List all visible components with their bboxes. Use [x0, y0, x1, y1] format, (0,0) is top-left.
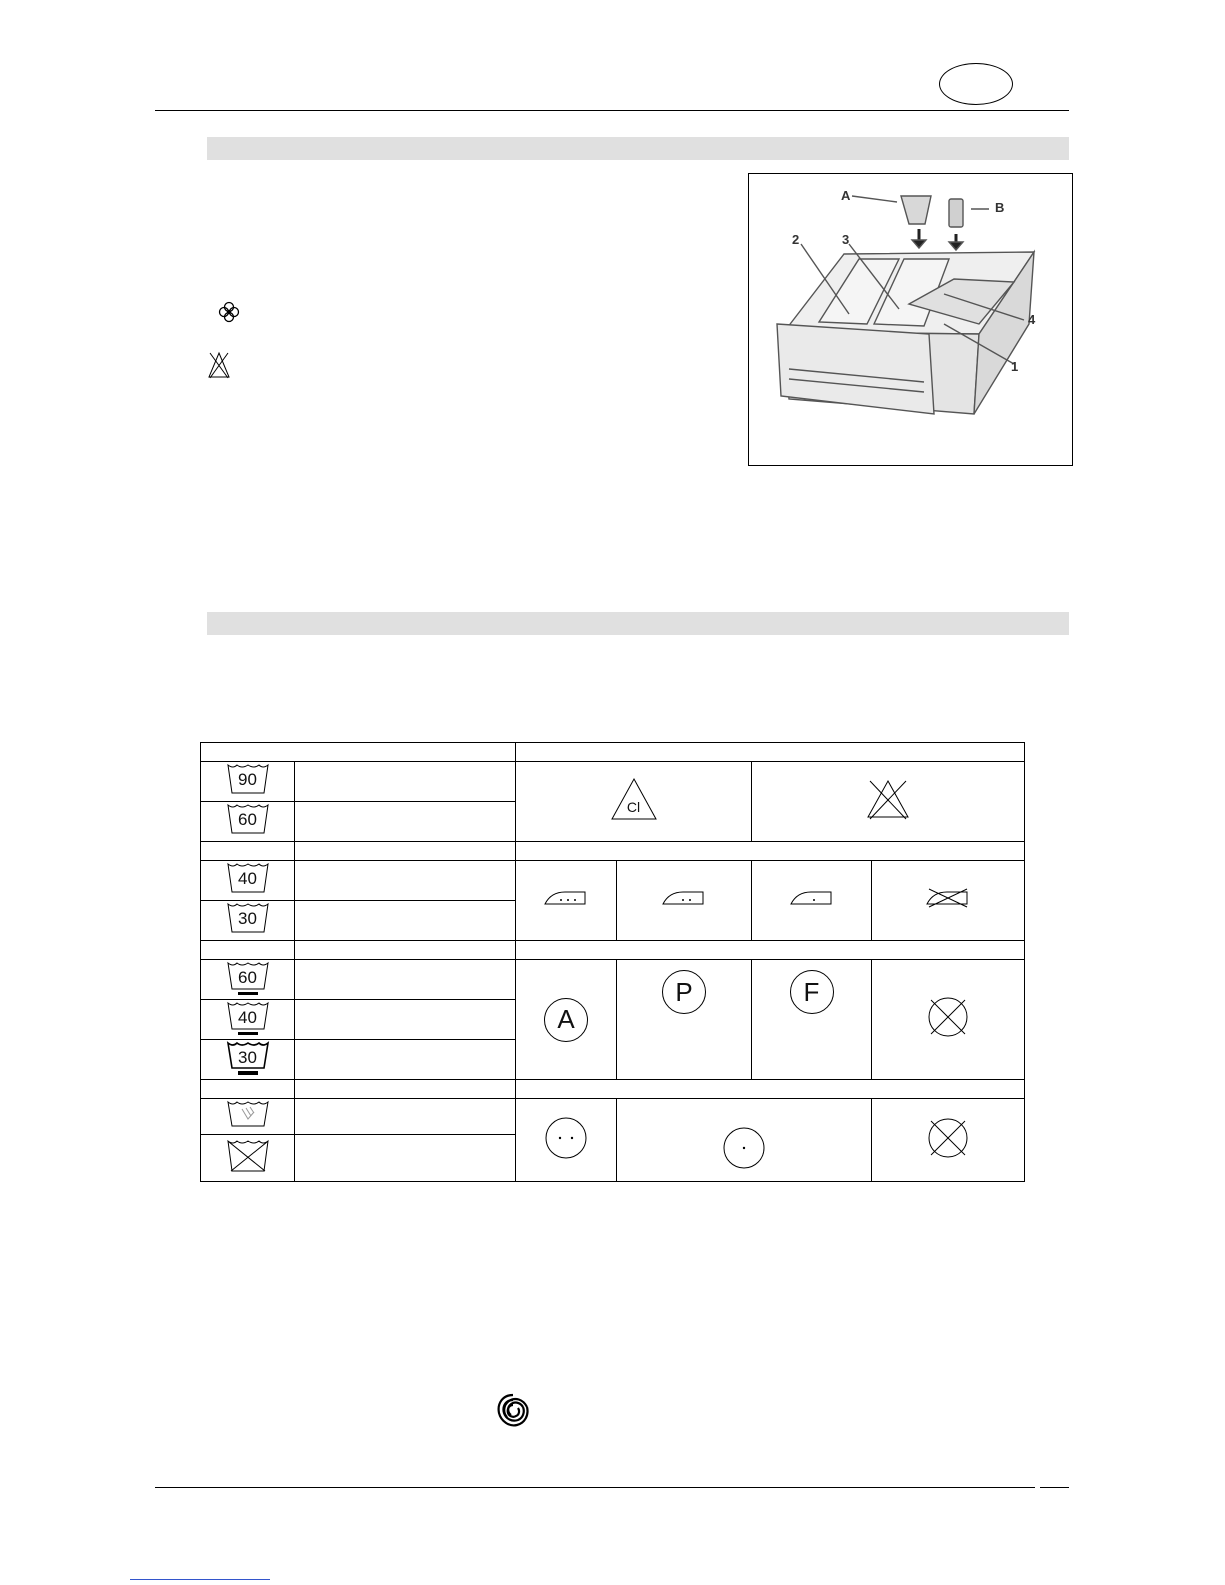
table-row	[201, 842, 1025, 861]
iron-high-icon	[543, 888, 589, 908]
empty-cell	[295, 1080, 516, 1099]
tumble-dry-cell	[617, 1099, 872, 1182]
footer-rule	[155, 1487, 1035, 1488]
bleach-chlorine-icon	[610, 777, 658, 821]
wash-desc-cell	[295, 861, 516, 901]
figure-label-b: B	[995, 200, 1005, 215]
footer-page-rule	[1040, 1487, 1069, 1488]
wash-temp-40-synthetic: 40	[238, 1008, 257, 1027]
iron-low-icon	[789, 888, 835, 908]
empty-cell	[295, 941, 516, 960]
woolmark-logo	[493, 1391, 533, 1431]
tumble-dry-cell	[872, 1099, 1025, 1182]
wash-desc-cell	[295, 1099, 516, 1135]
wash-symbol-cell	[201, 1135, 295, 1182]
wash-symbol-cell	[201, 762, 295, 802]
wash-desc-cell	[295, 802, 516, 842]
dryclean-cell	[617, 960, 752, 1080]
iron-cell	[617, 861, 752, 941]
dryclean-a-icon: A	[544, 998, 588, 1042]
wash-symbol-cell	[201, 901, 295, 941]
figure-label-4: 4	[1028, 312, 1036, 327]
wash-desc-cell	[295, 1000, 516, 1040]
table-row	[201, 1080, 1025, 1099]
dryclean-p-icon: P	[662, 970, 706, 1014]
wash-temp-60-synthetic: 60	[238, 968, 257, 987]
dryclean-header-cell	[516, 941, 1025, 960]
wash-tub-icon	[226, 802, 270, 836]
empty-cell	[201, 842, 295, 861]
iron-medium-icon	[661, 888, 707, 908]
section-bar-care-symbols	[207, 612, 1069, 635]
detergent-drawer-figure	[748, 173, 1073, 466]
wash-tub-bar-icon	[226, 960, 270, 994]
wash-desc-cell	[295, 1040, 516, 1080]
wash-tub-icon	[226, 861, 270, 895]
iron-cell	[516, 861, 617, 941]
wash-symbol-cell	[201, 960, 295, 1000]
wash-temp-60: 60	[238, 810, 257, 829]
no-tumble-dry-icon	[926, 1116, 970, 1160]
care-symbols-table	[200, 742, 1025, 1182]
ironing-header-cell	[516, 842, 1025, 861]
dryclean-cell	[752, 960, 872, 1080]
figure-label-2: 2	[792, 232, 800, 247]
language-badge	[939, 63, 1013, 105]
wash-desc-cell	[295, 960, 516, 1000]
table-row	[201, 743, 1025, 762]
no-dryclean-icon	[926, 995, 970, 1039]
wash-symbol-cell	[201, 1040, 295, 1080]
bleach-header-cell	[516, 743, 1025, 762]
wash-temp-30-delicate: 30	[238, 1048, 257, 1067]
bleach-allowed-cell	[516, 762, 752, 842]
table-row	[201, 960, 1025, 1000]
empty-cell	[201, 1080, 295, 1099]
empty-cell	[201, 941, 295, 960]
wash-tub-icon	[226, 901, 270, 935]
iron-cell	[752, 861, 872, 941]
wash-desc-cell	[295, 762, 516, 802]
wash-temp-40: 40	[238, 869, 257, 888]
table-row	[201, 861, 1025, 901]
wash-desc-cell	[295, 901, 516, 941]
figure-label-a: A	[841, 188, 851, 203]
dryclean-cell	[516, 960, 617, 1080]
hand-wash-icon	[226, 1099, 270, 1129]
table-row	[201, 1099, 1025, 1135]
header-rule	[155, 110, 1069, 111]
wash-temp-90: 90	[238, 770, 257, 789]
bleach-symbol-text: Cl	[626, 799, 641, 815]
no-bleach-icon	[207, 350, 231, 380]
wash-desc-cell	[295, 1135, 516, 1182]
empty-cell	[295, 842, 516, 861]
wash-symbol-cell	[201, 1099, 295, 1135]
wash-header-cell	[201, 743, 516, 762]
tumble-dry-low-icon	[721, 1125, 767, 1171]
dryclean-cell	[872, 960, 1025, 1080]
do-not-wash-icon	[226, 1138, 270, 1174]
drawer-illustration	[749, 174, 1072, 465]
iron-cell	[872, 861, 1025, 941]
table-row	[201, 941, 1025, 960]
no-iron-icon	[925, 887, 971, 909]
no-bleach-icon	[864, 777, 912, 821]
wash-symbol-cell	[201, 1000, 295, 1040]
section-bar-detergent	[207, 137, 1069, 160]
tumble-dry-header-cell	[516, 1080, 1025, 1099]
figure-label-1: 1	[1011, 359, 1019, 374]
tumble-dry-normal-icon	[543, 1115, 589, 1161]
footer-link-underline[interactable]	[130, 1579, 270, 1580]
tumble-dry-cell	[516, 1099, 617, 1182]
wash-symbol-cell	[201, 861, 295, 901]
wash-temp-30: 30	[238, 909, 257, 928]
softener-flower-icon	[217, 300, 241, 324]
wash-tub-double-bar-icon	[226, 1040, 270, 1074]
figure-label-3: 3	[842, 232, 850, 247]
no-bleach-cell	[752, 762, 1025, 842]
dryclean-f-icon: F	[790, 970, 834, 1014]
wash-symbol-cell	[201, 802, 295, 842]
wash-tub-bar-icon	[226, 1000, 270, 1034]
wash-tub-icon	[226, 762, 270, 796]
table-row	[201, 762, 1025, 802]
